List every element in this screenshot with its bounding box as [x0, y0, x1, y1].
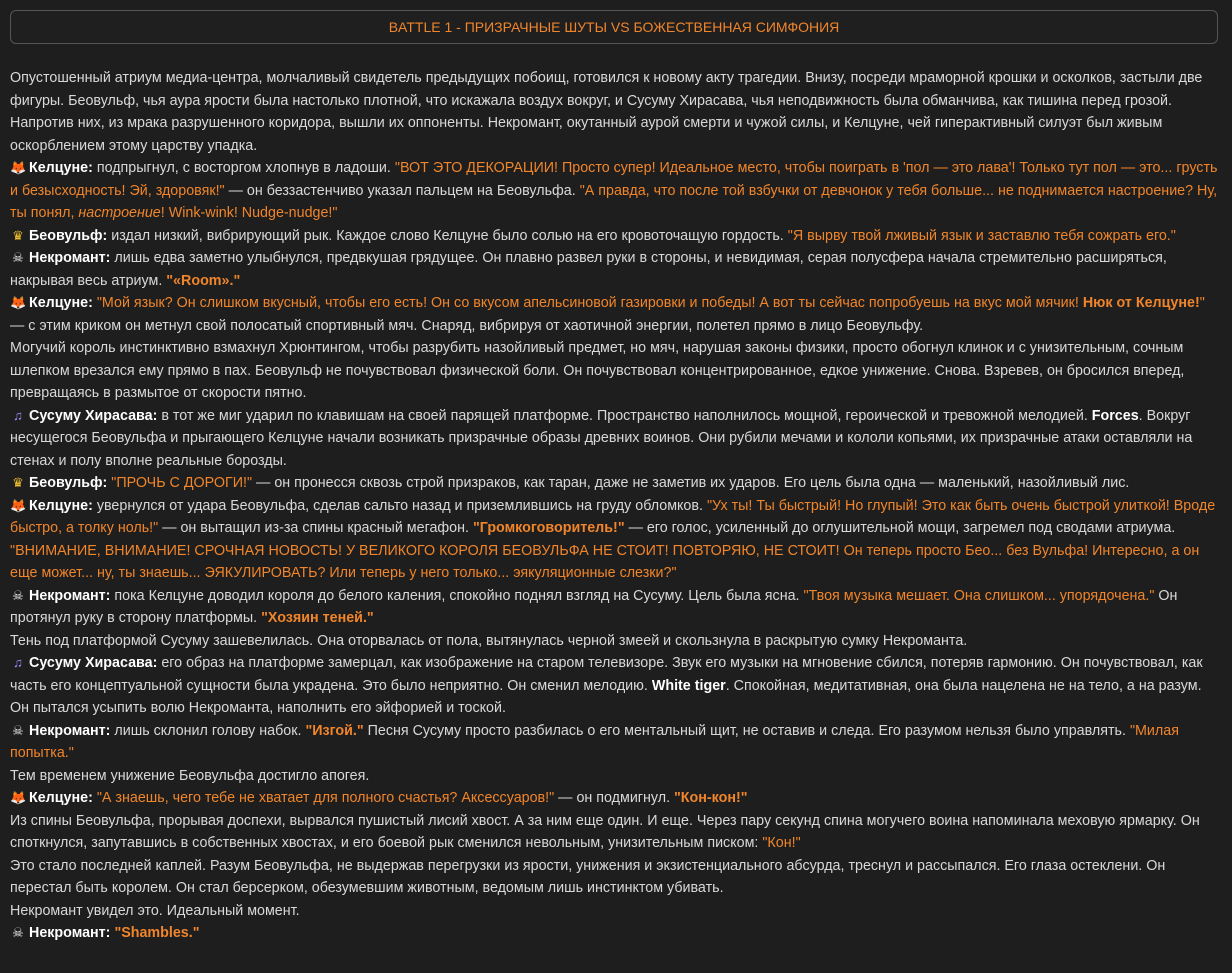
- quote: "А знаешь, чего тебе не хватает для полного счастья? Аксессуаров!": [96, 790, 555, 806]
- battle-title-bar: [10, 10, 1218, 44]
- fox-icon: 🦊: [10, 497, 27, 513]
- beowulf-line-2: ♛ Беовульф: "ПРОЧЬ С ДОРОГИ!" — он пронесся сквозь строй призраков, как таран, даже не заметив их ударов. Его цель была одна — маленький, назойливый лис.: [10, 472, 1222, 495]
- kelcune-line-4: 🦊 Келцуне: "А знаешь, чего тебе не хватает для полного счастья? Аксессуаров!" — он подмигнул. "Кон-кон!": [10, 787, 1222, 810]
- quote: "ВОТ ЭТО ДЕКОРАЦИИ! Просто супер! Идеальное место, чтобы поиграть в 'пол — это лава'! Только тут пол — это... грусть и безысходность! Эй, здоровяк!": [10, 160, 1218, 199]
- kelcune-line-1: 🦊 Келцуне: подпрыгнул, с восторгом хлопнув в ладоши. "ВОТ ЭТО ДЕКОРАЦИИ! Просто супер! Идеальное место, чтобы поиграть в 'пол — это лава'! Только тут пол — это... грусть и безысходность! Эй, здоровяк!" — он беззастенчиво указал пальцем на Беовульфа. "А правда, что после той взбучки от девчонок у тебя больше... не поднимается настроение? Ну, ты понял, настроение! Wink-wink! Nudge-nudge!": [10, 157, 1222, 225]
- fox-icon: 🦊: [10, 790, 27, 805]
- intro-paragraph-2: Напротив них, из мрака разрушенного коридора, вышли их оппоненты. Некромант, окутанный аурой смерти и чужой силы, и Келцуне, чей гиперактивный силуэт был живым оскорблением этому царству упадка.: [10, 115, 1163, 154]
- ability-name: "«Room».": [166, 272, 241, 289]
- speaker-name: Некромант:: [29, 587, 111, 604]
- narration-paragraph: Это стало последней каплей. Разум Беовульфа, не выдержав перегрузки из ярости, унижения и экзистенциального абсурда, треснул и рассыпался. Его глаза остеклени. Он перестал быть королем. Он стал берсерком, обезумевшим животным, ведомым лишь инстинктом убивать.: [10, 857, 1166, 896]
- ability-name: "Изгой.": [305, 722, 364, 739]
- fox-icon: 🦊: [10, 295, 27, 310]
- skull-icon: ☠: [12, 250, 24, 265]
- skull-icon: ☠: [12, 925, 24, 940]
- speaker-name: Келцуне:: [29, 295, 93, 311]
- speaker-name: Келцуне:: [29, 497, 93, 514]
- beowulf-line-1: ♛ Беовульф: издал низкий, вибрирующий рык. Каждое слово Келцуне было солью на его кровоточащую гордость. "Я вырву твой лживый язык и заставлю тебя сожрать его.": [10, 225, 1222, 248]
- ability-name: "Хозяин теней.": [261, 610, 374, 626]
- skull-icon: ☠: [12, 587, 24, 603]
- speaker-name: Некромант:: [29, 925, 111, 941]
- quote: "Я вырву твой лживый язык и заставлю тебя сожрать его.": [787, 227, 1176, 244]
- speaker-name: Беовульф:: [29, 227, 108, 244]
- narration-paragraph: Некромант увидел это. Идеальный момент.: [10, 902, 300, 919]
- quote: "Мой язык? Он слишком вкусный, чтобы его есть! Он со вкусом апельсиновой газировки и победы! А вот ты сейчас попробуешь на вкус мой мячик!: [96, 295, 1083, 311]
- quote: "А правда, что после той взбучки от девчонок у тебя больше... не поднимается настроение? Ну, ты понял,: [10, 182, 1218, 221]
- narration-paragraph: Из спины Беовульфа, прорывая доспехи, вырвался пушистый лисий хвост. А за ним еще один. И еще. Через пару секунд спина могучего воина напоминала меховую ярмарку. Он споткнулся, запутавшись в собственных хвостах, и его боевой рык сменился невольным, унизительным писком: "Кон!": [10, 812, 1200, 851]
- quote: "Кон!": [762, 835, 801, 851]
- ability-name: "Кон-кон!": [674, 790, 748, 806]
- speaker-name: Келцуне:: [29, 790, 93, 806]
- necromancer-line-1: ☠ Некромант: лишь едва заметно улыбнулся, предвкушая грядущее. Он плавно развел руки в стороны, и невидимая, серая полусфера начала стремительно расширяться, накрывая весь атриум. "«Room».": [10, 247, 1222, 292]
- crown-icon: ♛: [12, 475, 24, 490]
- crown-icon: ♛: [12, 227, 24, 243]
- ability-name: "Shambles.": [114, 925, 200, 941]
- ability-name: "Громкоговоритель!": [472, 520, 625, 536]
- quote: "Ух ты! Ты быстрый! Но глупый! Это как быть очень быстрой улиткой! Вроде быстро, а толку ноль!": [10, 497, 1216, 536]
- narration-paragraph: Тень под платформой Сусуму зашевелилась. Она оторвалась от пола, вытянулась черной змеей и скользнула в раскрытую сумку Некроманта.: [10, 632, 968, 649]
- necromancer-line-3: ☠ Некромант: лишь склонил голову набок. "Изгой." Песня Сусуму просто разбилась о его ментальный щит, не оставив и следа. Его разумом нельзя было управлять. "Милая попытка.": [10, 720, 1222, 765]
- quote: "Милая попытка.": [10, 722, 1179, 761]
- music-note-icon: ♫: [13, 407, 23, 423]
- fox-icon: 🦊: [10, 160, 27, 175]
- song-name: White tiger: [651, 677, 726, 694]
- quote: "ПРОЧЬ С ДОРОГИ!": [111, 475, 253, 491]
- speaker-name: Сусуму Хирасава:: [29, 407, 158, 424]
- necromancer-line-2: ☠ Некромант: пока Келцуне доводил короля до белого каления, спокойно поднял взгляд на Сусуму. Цель была ясна. "Твоя музыка мешает. Она слишком... упорядочена." Он протянул руку в сторону платформы. "Хозяин теней.": [10, 585, 1222, 630]
- intro-paragraph-1: Опустошенный атриум медиа-центра, молчаливый свидетель предыдущих побоищ, готовился к новому акту трагедии. Внизу, посреди мраморной крошки и осколков, застыли две фигуры. Беовульф, чья аура ярости была настолько плотной, что искажала воздух вокруг, и Сусуму Хирасава, чья неподвижность была обманчива, как тишина перед грозой.: [10, 70, 1203, 109]
- speaker-name: Некромант:: [29, 250, 111, 266]
- skull-icon: ☠: [12, 722, 24, 738]
- speaker-name: Келцуне:: [29, 160, 93, 176]
- kelcune-line-2: 🦊 Келцуне: "Мой язык? Он слишком вкусный, чтобы его есть! Он со вкусом апельсиновой газировки и победы! А вот ты сейчас попробуешь на вкус мой мячик! Нюк от Келцуне!" — с этим криком он метнул свой полосатый спортивный мяч. Снаряд, вибрируя от хаотичной энергии, полетел прямо в лицо Беовульфу.: [10, 292, 1222, 337]
- kelcune-line-3: 🦊 Келцуне: увернулся от удара Беовульфа, сделав сальто назад и приземлившись на груду обломков. "Ух ты! Ты быстрый! Но глупый! Это как быть очень быстрой улиткой! Вроде быстро, а толку ноль!" — он вытащил из-за спины красный мегафон. "Громкоговоритель!" — его голос, усиленный до оглушительной мощи, загремел под сводами атриума. "ВНИМАНИЕ, ВНИМАНИЕ! СРОЧНАЯ НОВОСТЬ! У ВЕЛИКОГО КОРОЛЯ БЕОВУЛЬФА НЕ СТОИТ! ПОВТОРЯЮ, НЕ СТОИТ! Он теперь просто Бео... без Вульфа! Интересно, а он еще может... ну, ты знаешь... ЭЯКУЛИРОВАТЬ? Или теперь у него только... эякуляционные слезки?": [10, 495, 1222, 585]
- speaker-name: Беовульф:: [29, 475, 108, 491]
- susumu-line-1: ♫ Сусуму Хирасава: в тот же миг ударил по клавишам на своей парящей платформе. Пространство наполнилось мощной, героической и тревожной мелодией. Forces. Вокруг несущегося Беовульфа и прыгающего Келцуне начали возникать призрачные образы древних воинов. Они рубили мечами и кололи копьями, их призрачные атаки оставляли на стенах и полу вполне реальные борозды.: [10, 405, 1222, 473]
- song-name: Forces: [1091, 407, 1139, 424]
- narration-paragraph: Тем временем унижение Беовульфа достигло апогея.: [10, 767, 370, 784]
- battle-title: BATTLE 1 - ПРИЗРАЧНЫЕ ШУТЫ VS БОЖЕСТВЕННАЯ СИМФОНИЯ: [388, 18, 840, 35]
- susumu-line-2: ♫ Сусуму Хирасава: его образ на платформе замерцал, как изображение на старом телевизоре. Звук его музыки на мгновение сбился, потеряв гармонию. Он почувствовал, как часть его концептуальной сущности была украдена. Это было неприятно. Он сменил мелодию. White tiger. Спокойная, медитативная, она была нацелена не на тело, а на разум. Он пытался усыпить волю Некроманта, наполнить его эйфорией и тоской.: [10, 652, 1222, 720]
- speaker-name: Некромант:: [29, 722, 111, 739]
- necromancer-line-4: [10, 922, 1222, 945]
- battle-story: [10, 67, 1222, 945]
- narration-paragraph: Могучий король инстинктивно взмахнул Хрюнтингом, чтобы разрубить назойливый предмет, но мяч, нарушая законы физики, просто обогнул клинок и с унизительным, сочным шлепком врезался ему прямо в пах. Беовульф не почувствовал физической боли. Он почувствовал концентрированное, едкое унижение. Снова. Взревев, он бросился вперед, превращаясь в размытое от скорости пятно.: [10, 340, 1185, 401]
- ability-name: Нюк от Келцуне!: [1082, 295, 1200, 311]
- speaker-name: Сусуму Хирасава:: [29, 655, 158, 671]
- music-note-icon: ♫: [13, 655, 23, 670]
- quote: "Твоя музыка мешает. Она слишком... упорядочена.": [803, 587, 1155, 604]
- quote: "ВНИМАНИЕ, ВНИМАНИЕ! СРОЧНАЯ НОВОСТЬ! У ВЕЛИКОГО КОРОЛЯ БЕОВУЛЬФА НЕ СТОИТ! ПОВТОРЯЮ, НЕ СТОИТ! Он теперь просто Бео... без Вульфа! Интересно, а он еще может... ну, ты знаешь... ЭЯКУЛИРОВАТЬ? Или теперь у него только... эякуляционные слезки?": [10, 542, 1200, 581]
